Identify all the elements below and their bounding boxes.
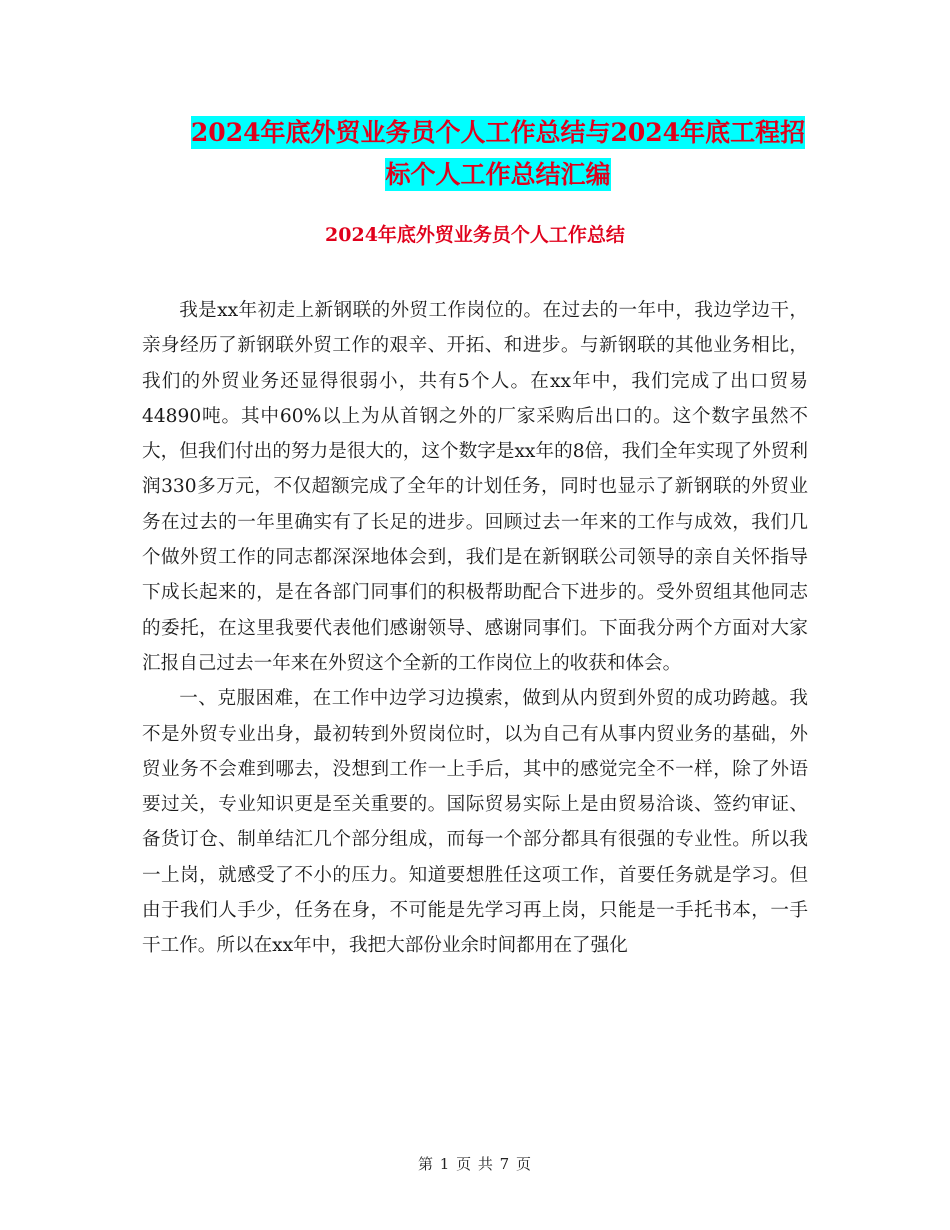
document-title-line-2: 标个人工作总结汇编 bbox=[385, 160, 611, 189]
paragraph-2: 一、克服困难，在工作中边学习边摸索，做到从内贸到外贸的成功跨越。我不是外贸专业出身，最初转到外贸岗位时，以为自己有从事内贸业务的基础，外贸业务不会难到哪去，没想到工作一上手后，其中的感觉完全不一样，除了外语要过关，专业知识更是至关重要的。国际贸易实际上是由贸易洽谈、签约审证、备货订仓、制单结汇几个部分组成，而每一个部分都具有很强的专业性。所以我一上岗，就感受了不小的压力。知道要想胜任这项工作，首要任务就是学习。但由于我们人手少，任务在身，不可能是先学习再上岗，只能是一手托书本，一手干工作。所以在xx年中，我把大部份业余时间都用在了强化 bbox=[142, 688, 808, 957]
page-number-footer: 第 1 页 共 7 页 bbox=[418, 1155, 532, 1173]
document-body bbox=[142, 293, 808, 964]
document-title-line-1: 2024年底外贸业务员个人工作总结与2024年底工程招 bbox=[190, 118, 806, 147]
document-title bbox=[140, 112, 856, 196]
section-title: 2024年底外贸业务员个人工作总结 bbox=[325, 224, 625, 246]
paragraph-1: 我是xx年初走上新钢联的外贸工作岗位的。在过去的一年中，我边学边干，亲身经历了新钢联外贸工作的艰辛、开拓、和进步。与新钢联的其他业务相比，我们的外贸业务还显得很弱小，共有5个人。在xx年中，我们完成了出口贸易44890吨。其中60%以上为从首钢之外的厂家采购后出口的。这个数字虽然不大，但我们付出的努力是很大的，这个数字是xx年的8倍，我们全年实现了外贸利润330多万元，不仅超额完成了全年的计划任务，同时也显示了新钢联的外贸业务在过去的一年里确实有了长足的进步。回顾过去一年来的工作与成效，我们几个做外贸工作的同志都深深地体会到，我们是在新钢联公司领导的亲自关怀指导下成长起来的，是在各部门同事们的积极帮助配合下进步的。受外贸组其他同志的委托，在这里我要代表他们感谢领导、感谢同事们。下面我分两个方面对大家汇报自己过去一年来在外贸这个全新的工作岗位上的收获和体会。 bbox=[142, 300, 808, 674]
